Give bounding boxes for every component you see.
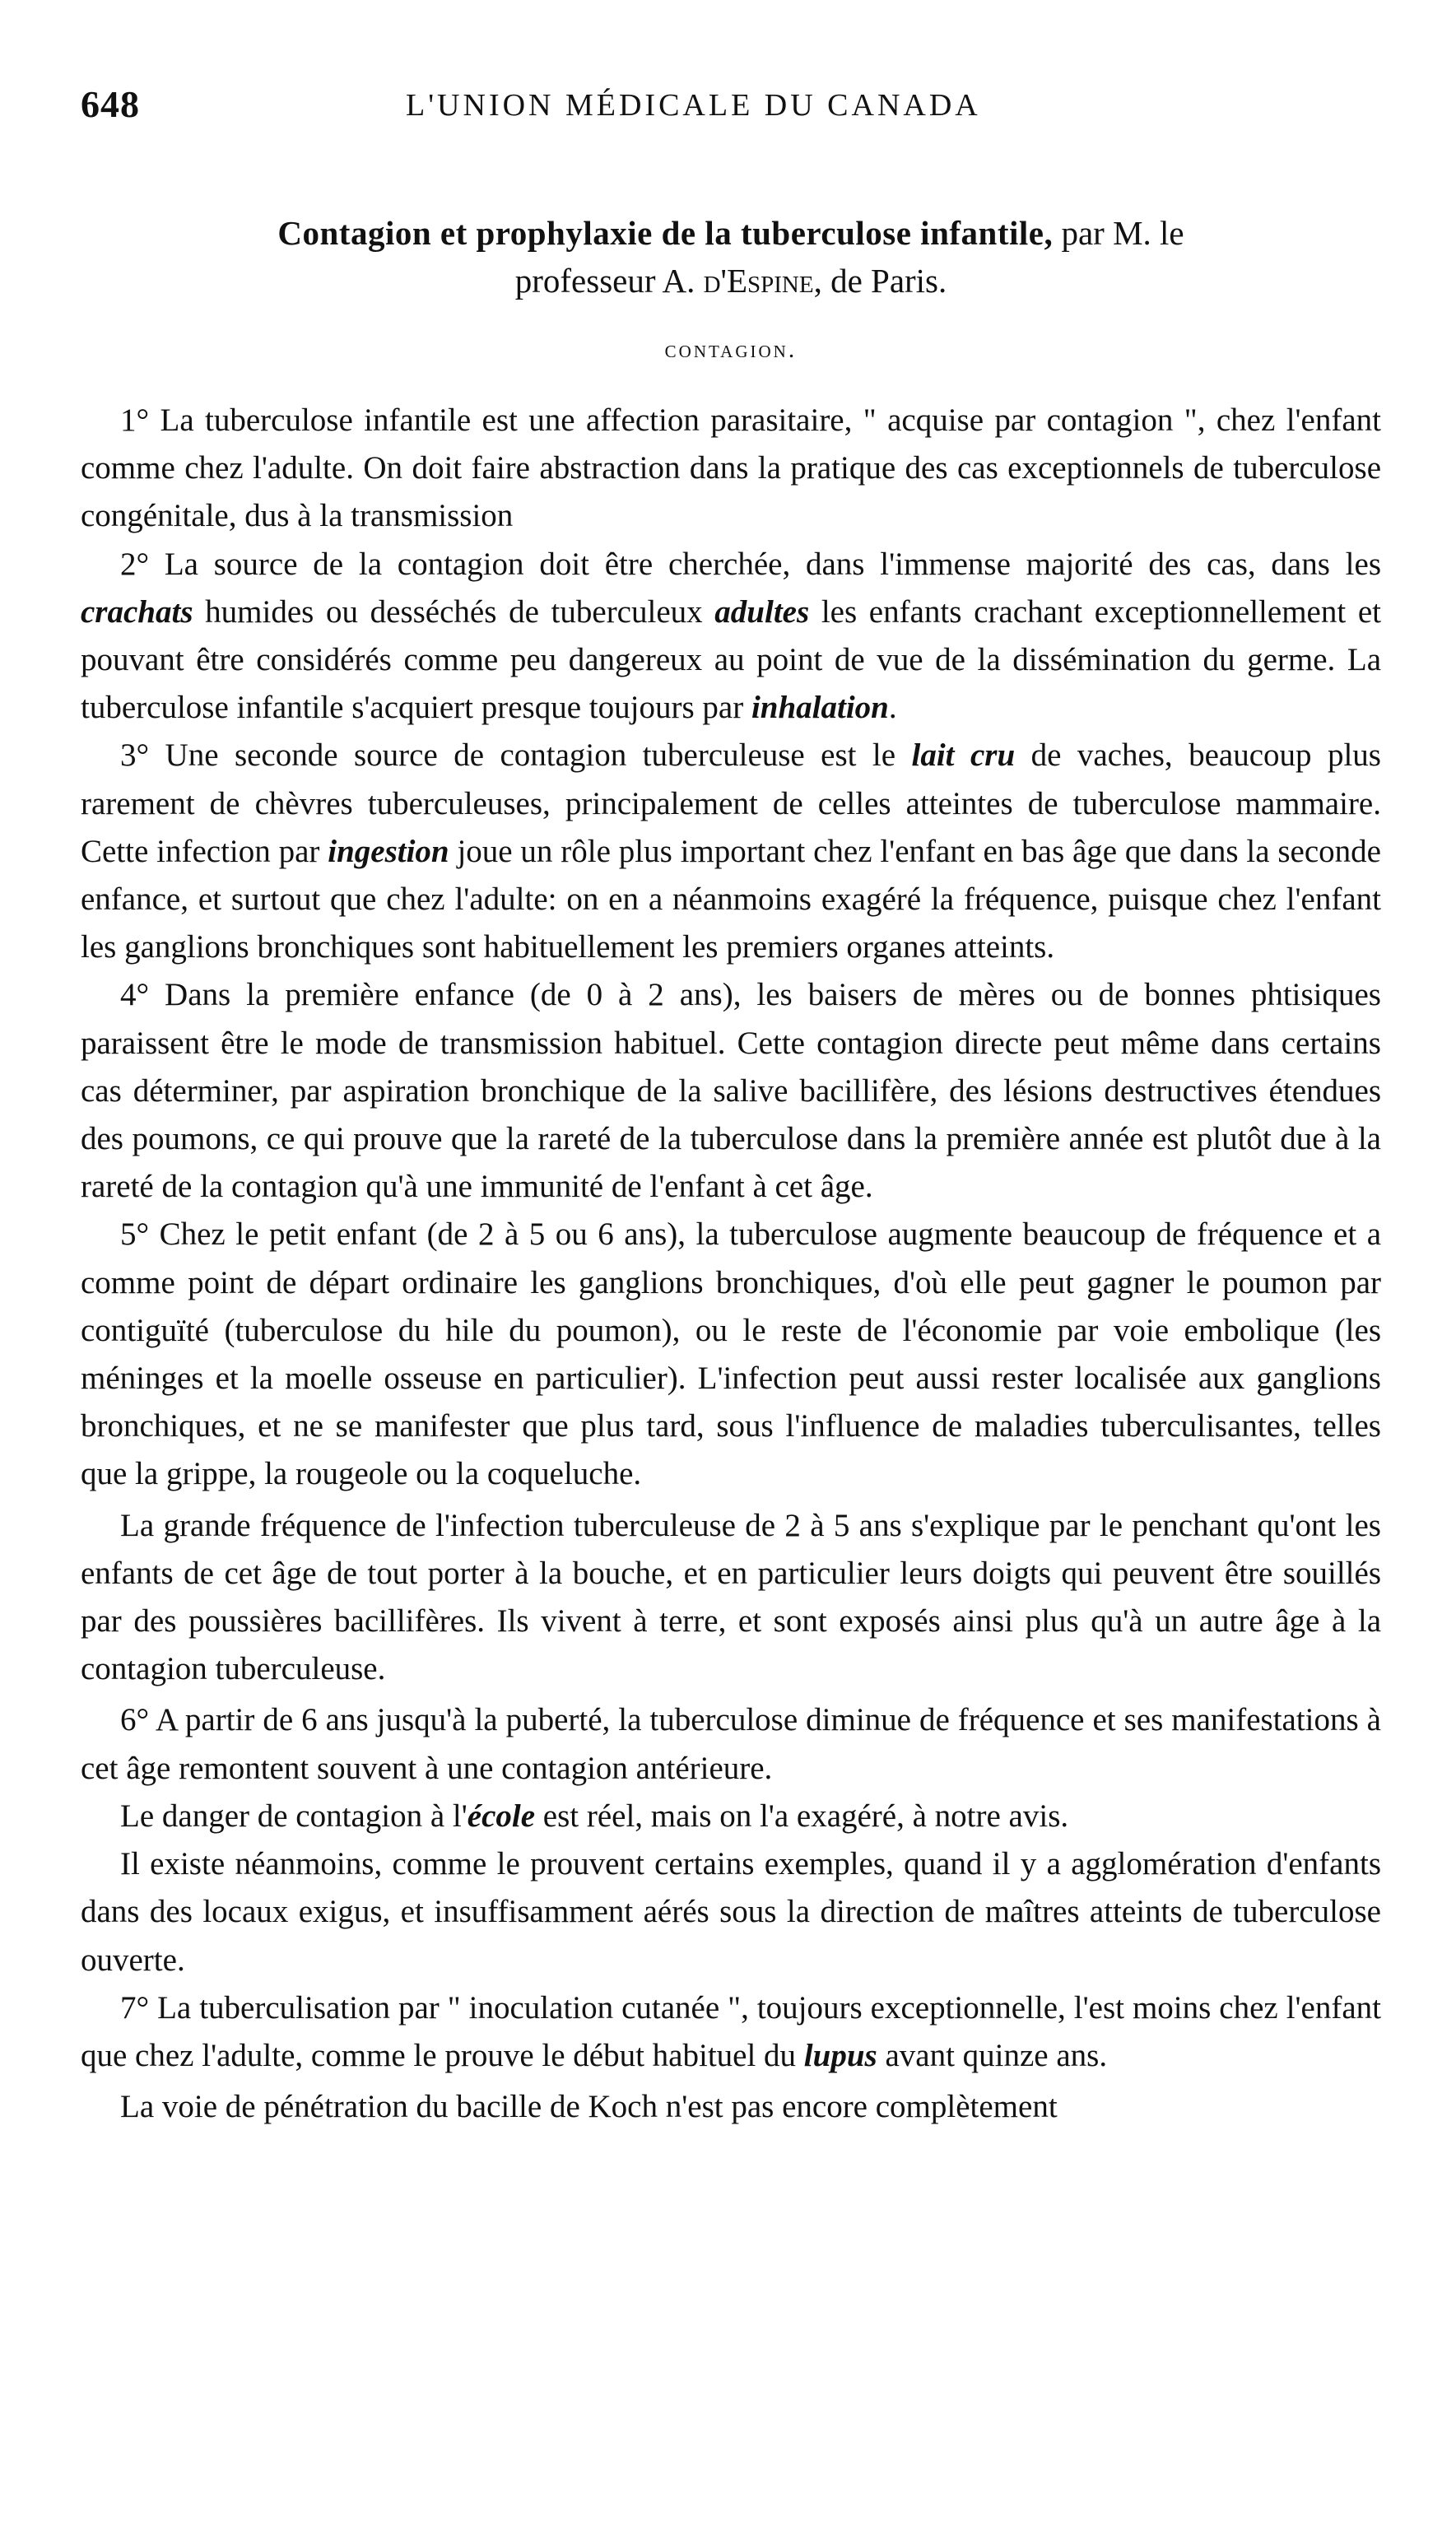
paragraph-10-text-a: 7° La tuberculisation par " inoculation cutanée ", toujours exceptionnelle, l'est moins chez l'enfant que chez l'adulte, comme le prouve le début habituel du <box>81 1989 1381 2073</box>
paragraph-3-text-a: 3° Une seconde source de contagion tuberculeuse est le <box>120 737 912 774</box>
paragraph-10 <box>81 1984 1381 2080</box>
paragraph-4: 4° Dans la première enfance (de 0 à 2 ans), les baisers de mères ou de bonnes phtisiques paraissent être le mode de transmission habituel. Cette contagion directe peut même dans certains cas déterminer, par aspiration bronchique de la salive bacillifère, des lésions destructives étendues des poumons, ce qui prouve que la rareté de la tuberculose dans la première année est plutôt due à la rareté de la contagion qu'à une immunité de l'enfant à cet âge. <box>81 977 1381 1205</box>
paragraph-2-italic-crachats: crachats <box>81 593 193 630</box>
paragraph-3-italic-ingestion: ingestion <box>328 833 449 869</box>
article-body <box>81 397 1381 2131</box>
paragraph-1: 1° La tuberculose infantile est une affection parasitaire, " acquise par contagion ", chez l'enfant comme chez l'adulte. On doit faire abstraction dans la pratique des cas exceptionnels de tuberculose congénitale, dus à la transmission <box>81 402 1381 534</box>
page-number: 648 <box>81 83 140 125</box>
article-title: Contagion et prophylaxie de la tuberculose infantile, <box>277 214 1054 252</box>
paragraph-2-text-a: 2° La source de la contagion doit être cherchée, dans l'immense majorité des cas, dans les <box>120 546 1381 582</box>
paragraph-8 <box>81 1793 1381 1840</box>
paragraph-9: Il existe néanmoins, comme le prouvent certains exemples, quand il y a agglomération d'enfants dans des locaux exigus, et insuffisamment aérés sous la direction de maîtres atteints de tuberculose ouverte. <box>81 1846 1381 1978</box>
paragraph-7: 6° A partir de 6 ans jusqu'à la puberté, la tuberculose diminue de fréquence et ses manifestations à cet âge remontent souvent à une contagion antérieure. <box>81 1702 1381 1786</box>
document-page <box>81 82 1381 2131</box>
article-byline-prefix: par M. le <box>1053 214 1184 252</box>
section-title: contagion. <box>664 336 798 363</box>
paragraph-2-text-c: les enfants crachant exceptionnellement et pouvant être considérés comme peu dangereux au point de vue de la dissémination du germe. La tuberculose infantile s'acquiert presque toujours par <box>81 593 1381 726</box>
paragraph-2-italic-inhalation: inhalation <box>751 690 889 726</box>
paragraph-11: La voie de pénétration du bacille de Koch n'est pas encore complètement <box>120 2089 1058 2125</box>
paragraph-5: 5° Chez le petit enfant (de 2 à 5 ou 6 ans), la tuberculose augmente beaucoup de fréquence et a comme point de départ ordinaire les ganglions bronchiques, d'où elle peut gagner le poumon par contiguïté (tuberculose du hile du poumon), ou le reste de l'économie par voie embolique (les méninges et la moelle osseuse en particulier). L'infection peut aussi rester localisée aux ganglions bronchiques, et ne se manifester que plus tard, sous l'influence de maladies tuberculisantes, telles que la grippe, la rougeole ou la coqueluche. <box>81 1216 1381 1492</box>
journal-title: L'UNION MÉDICALE DU CANADA <box>406 88 981 123</box>
paragraph-2 <box>81 541 1381 733</box>
running-header <box>81 82 1381 140</box>
paragraph-2-text-b: humides ou desséchés de tuberculeux <box>193 593 715 630</box>
article-heading-line-1 <box>81 209 1381 257</box>
paragraph-6: La grande fréquence de l'infection tuberculeuse de 2 à 5 ans s'explique par le penchant qu'ont les enfants de cet âge de tout porter à la bouche, et en particulier leurs doigts qui peuvent être souillés par des poussières bacillifères. Ils vivent à terre, et sont exposés ainsi plus qu'à un autre âge à la contagion tuberculeuse. <box>81 1507 1381 1687</box>
paragraph-10-italic-lupus: lupus <box>803 2037 877 2073</box>
paragraph-10-text-b: avant quinze ans. <box>877 2037 1108 2073</box>
paragraph-8-text-b: est réel, mais on l'a exagéré, à notre avis. <box>535 1798 1069 1834</box>
article-heading-line-2 <box>81 257 1381 305</box>
author-name: d'Espine <box>703 262 814 300</box>
paragraph-3-text-c: joue un rôle plus important chez l'enfant en bas âge que dans la seconde enfance, et surtout que chez l'adulte: on en a néanmoins exagéré la fréquence, puisque chez l'enfant les ganglions bronchiques sont habituellement les premiers organes atteints. <box>81 833 1381 965</box>
byline-city: , de Paris. <box>813 262 947 300</box>
byline-professor: professeur A. <box>514 262 704 300</box>
paragraph-3-italic-lait-cru: lait cru <box>911 737 1016 774</box>
paragraph-2-text-d: . <box>888 690 897 726</box>
paragraph-8-italic-ecole: école <box>467 1798 536 1834</box>
paragraph-8-text-a: Le danger de contagion à l' <box>120 1798 468 1834</box>
paragraph-2-italic-adultes: adultes <box>714 593 810 630</box>
article-heading <box>81 209 1381 305</box>
paragraph-3-text-b: de vaches, beaucoup plus rarement de chèvres tuberculeuses, principalement de celles atteintes de tuberculose mammaire. Cette infection par <box>81 737 1381 869</box>
paragraph-3 <box>81 732 1381 971</box>
